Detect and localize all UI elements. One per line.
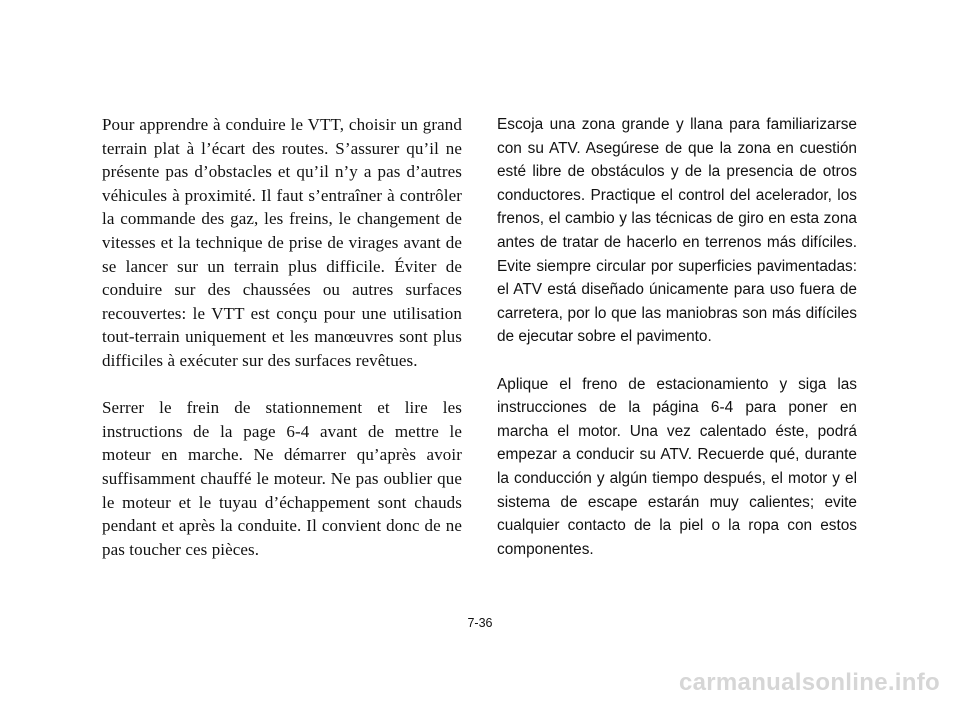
spanish-paragraph-1: Escoja una zona grande y llana para familiarizarse con su ATV. Asegúrese de que la zona en cuestión esté libre de obstáculos y de la presencia de otros conductores. Practique el control del acelerador, los frenos, el cambio y las técnicas de giro en esta zona antes de tratar de hacerlo en terrenos más difíciles. Evite siempre circular por superficies pavimentadas: el ATV está diseñado únicamente para uso fuera de carretera, por lo que las maniobras son más difíciles de ejecutar sobre el pavimento. xyxy=(497,116,857,346)
spanish-column xyxy=(497,113,857,585)
watermark: carmanualsonline.info xyxy=(678,669,940,696)
french-paragraph-2: Serrer le frein de stationnement et lire les instructions de la page 6-4 avant de mettre le moteur en marche. Ne démarrer qu’après avoir suffisamment chauffé le moteur. Ne pas oublier que le moteur et le tuyau d’échappement sont chauds pendant et après la conduite. Il convient donc de ne pas toucher ces pièces. xyxy=(102,398,462,559)
page-number: 7-36 xyxy=(467,616,493,630)
french-paragraph-1: Pour apprendre à conduire le VTT, choisir un grand terrain plat à l’écart des routes. S’assurer qu’il ne présente pas d’obstacles et qu’il n’y a pas d’autres véhicules à proximité. Il faut s’entraîner à contrôler la commande des gaz, les freins, le changement de vitesses et la technique de prise de virages avant de se lancer sur un terrain plus difficile. Éviter de conduire sur des chaussées ou autres surfaces recouvertes: le VTT est conçu pour une utilisation tout-terrain uniquement et les manœuvres sont plus difficiles à exécuter sur des surfaces revêtues. xyxy=(102,115,462,370)
french-column xyxy=(102,113,462,585)
spanish-paragraph-2: Aplique el freno de estacionamiento y siga las instrucciones de la página 6-4 para poner en marcha el motor. Una vez calentado éste, podrá empezar a conducir su ATV. Recuerde qué, durante la conducción y algún tiempo después, el motor y el sistema de escape estarán muy calientes; evite cualquier contacto de la piel o la ropa con estos componentes. xyxy=(497,375,857,558)
